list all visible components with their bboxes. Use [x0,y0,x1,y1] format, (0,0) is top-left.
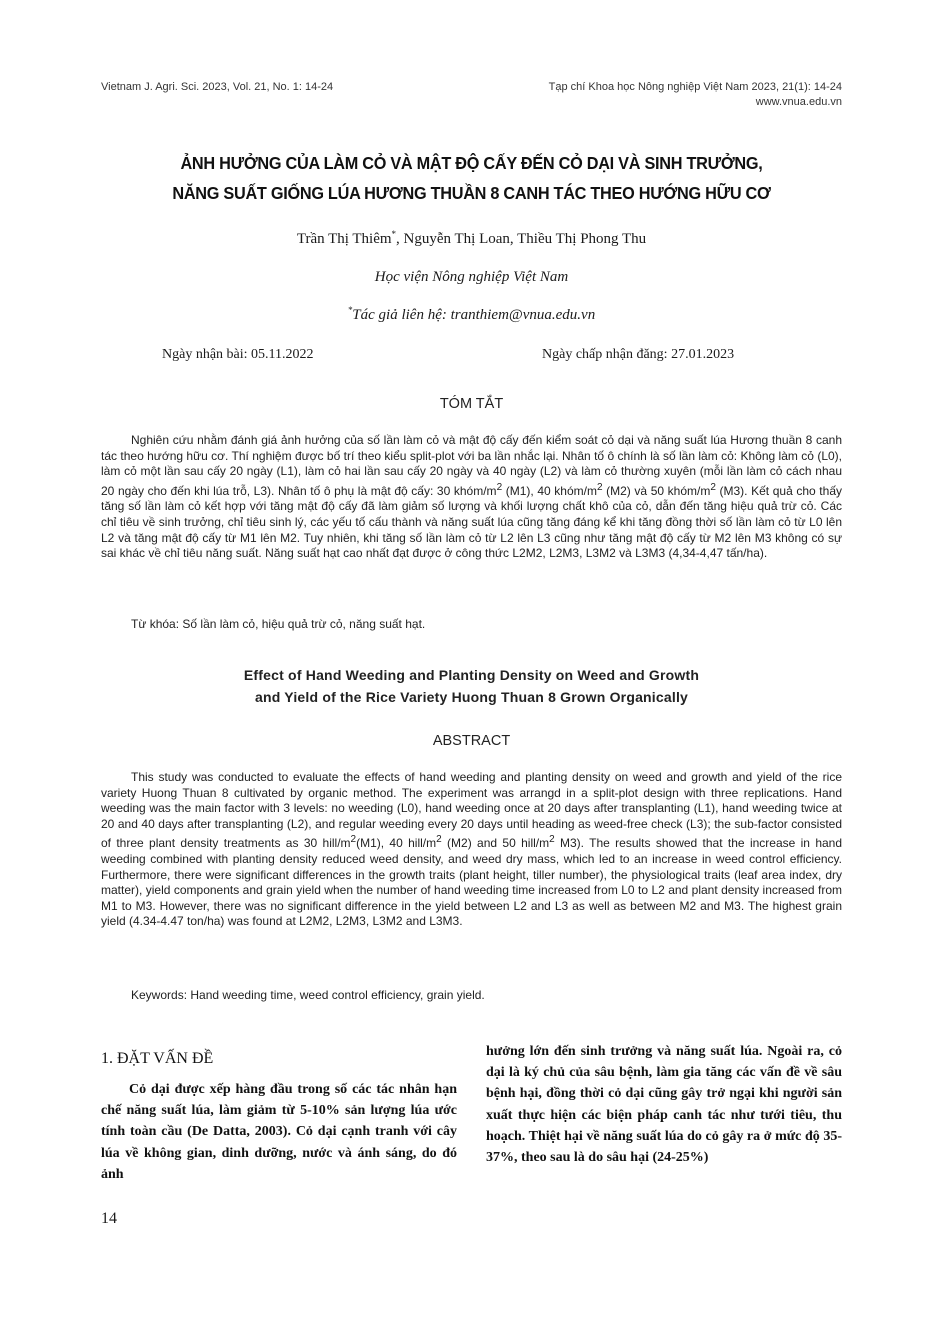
body-paragraph: Cỏ dại được xếp hàng đầu trong số các tác nhân hạn chế năng suất lúa, làm giảm từ 5-10% sản lượng lúa ước tính toàn cầu (De Datta, 2003). Cỏ dại cạnh tranh với cây lúa về không gian, dinh dưỡng, nước và ánh sáng, do đó ảnh [101,1082,457,1182]
vi-abstract-text-2: (M1), 40 khóm/m [502,483,597,498]
paper-title-vi [126,148,817,208]
en-abstract-paragraph [101,770,842,930]
en-abstract-text-1: This study was conducted to evaluate the effects of hand weeding and planting density on weed and growth and yield of the rice variety Huong Thuan 8 cultivated by organic method. The experiment was arrangd in a split-plot design with three replications. Hand weeding was the main factor with 3 levels: no weeding (L0), hand weeding once at 20 days after transplanting (L1), hand weeding twice at 20 and 40 days after transplanting (L2), and regular weeding every 20 days until heading as weed-free check (L3); the sub-factor consisted of three plant density treatments as 30 hill/m [101,770,842,851]
vi-keywords: Từ khóa: Số lần làm cỏ, hiệu quả trừ cỏ, năng suất hạt. [131,617,426,631]
body-column-right [486,1041,842,1168]
author-first: Trần Thị Thiêm [296,231,392,247]
superscript: 2 [436,834,442,846]
superscript: 2 [596,481,603,493]
institution: Học viện Nông nghiệp Việt Nam [374,269,569,285]
body-column-left [101,1048,457,1185]
vi-abstract-body [101,433,842,562]
vi-abstract-text-3: (M2) và 50 khóm/m [602,483,711,498]
en-abstract-text-3: (M2) and 50 hill/m [441,836,550,851]
en-keywords: Keywords: Hand weeding time, weed control efficiency, grain yield. [131,988,485,1002]
journal-header-vi [549,80,842,110]
en-abstract-text-2: (M1), 40 hill/m [356,836,437,851]
body-paragraph-continued: hưởng lớn đến sinh trưởng và năng suất lúa. Ngoài ra, cỏ dại là ký chủ của sâu bệnh, làm gia tăng các vấn đề về sâu bệnh hại, đồng thời cỏ dại cũng gây trở ngại khi người sản xuất thực hiện các biện pháp canh tác như tưới tiêu, thu hoạch. Thiệt hại về năng suất lúa do cỏ gây ra ở mức độ 35-37%, theo sau là do sâu hại (24-25%) [486,1044,842,1166]
vi-abstract-text-4: (M3). Kết quả cho thấy tăng số lần làm cỏ kết hợp với tăng mật độ cấy đã làm giảm số lượng và khối lượng chất khô của cỏ, dẫn đến tăng hiệu quả trừ cỏ. Các chỉ tiêu về sinh trưởng, chỉ tiêu sinh lý, các yếu tố cấu thành và năng suất lúa cũng tăng đáng kể khi tăng đồng thời số lần làm cỏ từ L0 lên L2 và tăng mật độ cấy từ M1 lên M2. Tuy nhiên, khi tăng số lần làm cỏ từ L2 lên L3 cũng như tăng mật độ cấy từ M2 lên M3 không có sự sai khác về chỉ tiêu năng suất. Năng suất hạt cao nhất đạt được ở công thức L2M2, L2M3, L3M2 và L3M3 (4,34-4,47 tấn/ha). [101,483,842,561]
superscript: 2 [350,834,357,846]
en-abstract-text-4: M3). The results showed that the increase in hand weeding combined with planting density reduced weed density, and weed dry mass, which led to an increase in weed control efficiency. Furthermore, there were significant differences in the growth traits (plant height, tiller number), the physiological traits (leaf area index, dry matter), yield components and grain yield when the number of hand weeding time increased from L0 to L2 and plant density increased from M1 to M3. However, there was no significant difference in the yield between L2 and L3 as well as between M2 and M3. The highest grain yield (4.34-4.47 ton/ha) was found at L2M2, L2M3, L3M2 and L3M3. [101,836,843,929]
corresponding-email-text: Tác giả liên hệ: tranthiem@vnua.edu.vn [352,307,596,323]
author-list [100,229,843,248]
paper-title-line-1: ẢNH HƯỞNG CỦA LÀM CỎ VÀ MẬT ĐỘ CẤY ĐẾN CỎ DẠI VÀ SINH TRƯỞNG, [180,153,763,173]
corresponding-mark: * [347,305,353,315]
superscript: 2 [496,481,503,493]
journal-header-vi-title: Tạp chí Khoa học Nông nghiệp Việt Nam 2023, 21(1): 14-24 [548,81,842,93]
section-heading: 1. ĐẶT VẤN ĐỀ [101,1050,214,1067]
en-abstract-heading: ABSTRACT [432,733,511,749]
en-abstract-body [101,770,842,930]
journal-website: www.vnua.edu.vn [755,96,842,108]
received-date: Ngày nhận bài: 05.11.2022 [162,347,314,362]
author-others: , Nguyễn Thị Loan, Thiều Thị Phong Thu [396,231,647,247]
en-title-line-1: Effect of Hand Weeding and Planting Density on Weed and Growth [243,667,700,683]
vi-abstract-paragraph [101,433,842,562]
corresponding-author [100,305,843,324]
journal-header-en: Vietnam J. Agri. Sci. 2023, Vol. 21, No. 1: 14-24 [101,81,334,93]
page-number: 14 [101,1210,117,1227]
vi-abstract-text-1: Nghiên cứu nhằm đánh giá ảnh hưởng của số lần làm cỏ và mật độ cấy đến kiểm soát cỏ dại và năng suất lúa Hương thuần 8 canh tác theo hướng hữu cơ. Thí nghiệm được bố trí theo kiểu split-plot với ba lần nhắc lại. Nhân tố ô chính là số lần làm cỏ: Không làm cỏ (L0), làm cỏ một lần sau cấy 20 ngày (L1), làm cỏ hai lần sau cấy 20 ngày và 40 ngày (L2) và làm cỏ thường xuyên (mỗi lần làm cỏ cách nhau 20 ngày cho đến khi lúa trỗ, L3). Nhân tố ô phụ là mật độ cấy: 30 khóm/m [101,433,842,498]
vi-abstract-heading: TÓM TẮT [439,396,504,412]
paper-title-en [100,664,843,708]
corresponding-mark: * [391,229,397,239]
accepted-date: Ngày chấp nhận đăng: 27.01.2023 [542,347,735,362]
en-title-line-2: and Yield of the Rice Variety Huong Thuan 8 Grown Organically [254,689,689,705]
superscript: 2 [549,834,555,846]
superscript: 2 [710,481,716,493]
paper-title-line-2: NĂNG SUẤT GIỐNG LÚA HƯƠNG THUẦN 8 CANH TÁC THEO HƯỚNG HỮU CƠ [172,183,771,203]
